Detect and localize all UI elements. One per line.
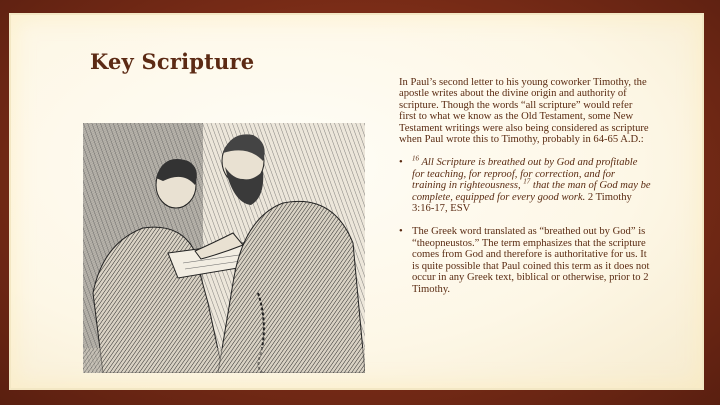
verse-text: that the man of God may be complete, equipped for every good work. (412, 180, 651, 203)
scripture-reference: 2 Timothy 3:16-17, ESV (412, 191, 632, 215)
verse-number: 17 (523, 177, 531, 186)
engraving-paul-and-timothy-image (83, 123, 365, 373)
slide-canvas (11, 15, 702, 388)
bullet-item-theopneustos: • The Greek word translated as “breathed out by God” is “theopneustos.” The term emphasizes that the scripture comes from God and therefore is authoritative for us. It is quite possible that Paul coined this term as it does not occur in any Greek text, biblical or otherwise, prior to 2 Timothy. (399, 226, 651, 294)
bullet-list (399, 154, 651, 295)
bullet-item-scripture-quote (399, 154, 651, 215)
body-text-column (399, 77, 651, 307)
verse-text: All Scripture is breathed out by God and profitable for teaching, for reproof, for correction, and for training in righteousness, (412, 157, 638, 192)
intro-paragraph: In Paul’s second letter to his young coworker Timothy, the apostle writes about the divine origin and authority of scripture. Though the words “all scripture” would refer first to what we know as the Old Testament, some New Testament writings were also being considered as scripture when Paul wrote this to Timothy, probably in 64-65 A.D.: (399, 77, 649, 146)
slide-title: Key Scripture (90, 49, 255, 74)
verse-number: 16 (412, 154, 419, 163)
